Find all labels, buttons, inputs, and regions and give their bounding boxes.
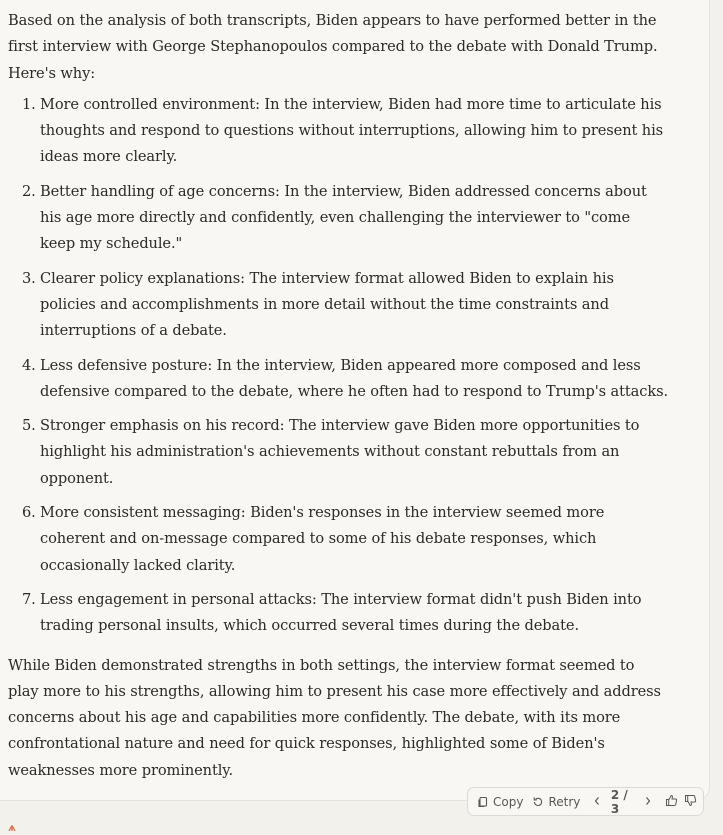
copy-icon <box>477 796 493 808</box>
list-item <box>8 587 668 640</box>
list-item-number: 7. <box>22 590 36 608</box>
list-item-text: Stronger emphasis on his record: The interview gave Biden more opportunities to highlight his administration's achievements without constant rebuttals from an opponent. <box>40 417 640 487</box>
reasons-list <box>8 92 668 640</box>
list-item <box>8 266 668 345</box>
list-item <box>8 413 668 492</box>
message-conclusion: While Biden demonstrated strengths in both settings, the interview format seemed to play more to his strengths, allowing him to present his case more effectively and address concerns about his age and capabilities more confidently. The debate, with its more confrontational nature and need for quick responses, highlighted some of Biden's weaknesses more prominently. <box>8 656 661 779</box>
chevron-left-icon <box>593 795 601 809</box>
copy-button-label: Copy <box>493 794 524 809</box>
list-item-text: Less defensive posture: In the interview, Biden appeared more composed and less defensive compared to the debate, where he often had to respond to Trump's attacks. <box>40 356 669 400</box>
list-item-text: Less engagement in personal attacks: The interview format didn't push Biden into trading personal insults, which occurred several times during the debate. <box>40 590 642 635</box>
assistant-message-body <box>8 8 668 784</box>
list-item-text: Better handling of age concerns: In the interview, Biden addressed concerns about his age more directly and confidently, even challenging the interviewer to "come keep my schedule." <box>40 182 647 253</box>
list-item <box>8 500 668 579</box>
retry-button[interactable] <box>532 795 580 809</box>
thumbs-up-button[interactable] <box>665 794 678 810</box>
list-item-number: 1. <box>22 95 36 113</box>
list-item <box>8 92 668 171</box>
list-item-number: 5. <box>22 417 36 435</box>
list-item-text: More consistent messaging: Biden's responses in the interview seemed more coherent and on-message compared to some of his debate responses, which occasionally lacked clarity. <box>40 504 605 574</box>
message-intro: Based on the analysis of both transcripts, Biden appears to have performed better in the first interview with George Stephanopoulos compared to the debate with Donald Trump. Here's why: <box>8 12 658 82</box>
copy-button[interactable] <box>477 795 523 809</box>
next-response-button[interactable] <box>642 794 655 810</box>
previous-response-button[interactable] <box>590 794 603 810</box>
message-action-bar <box>467 787 704 816</box>
chevron-right-icon <box>644 795 652 809</box>
claude-logo-icon <box>8 816 16 822</box>
list-item-number: 3. <box>22 269 36 287</box>
list-item <box>8 353 668 406</box>
thumbs-down-button[interactable] <box>684 794 697 810</box>
list-item-number: 6. <box>22 504 36 522</box>
list-item-text: More controlled environment: In the interview, Biden had more time to articulate his thoughts and respond to questions without interruptions, allowing him to present his ideas more clearly. <box>40 95 664 166</box>
retry-icon <box>532 796 548 808</box>
thumbs-up-icon <box>665 794 678 810</box>
list-item-text: Clearer policy explanations: The interview format allowed Biden to explain his policies and accomplishments in more detail without the time constraints and interruptions of a debate. <box>40 269 614 340</box>
list-item-number: 4. <box>22 356 36 374</box>
list-item <box>8 179 668 258</box>
response-page-counter: 2 / 3 <box>610 787 628 816</box>
response-pager <box>590 788 654 816</box>
thumbs-down-icon <box>684 794 697 810</box>
list-item-number: 2. <box>22 182 36 200</box>
retry-button-label: Retry <box>548 794 581 809</box>
